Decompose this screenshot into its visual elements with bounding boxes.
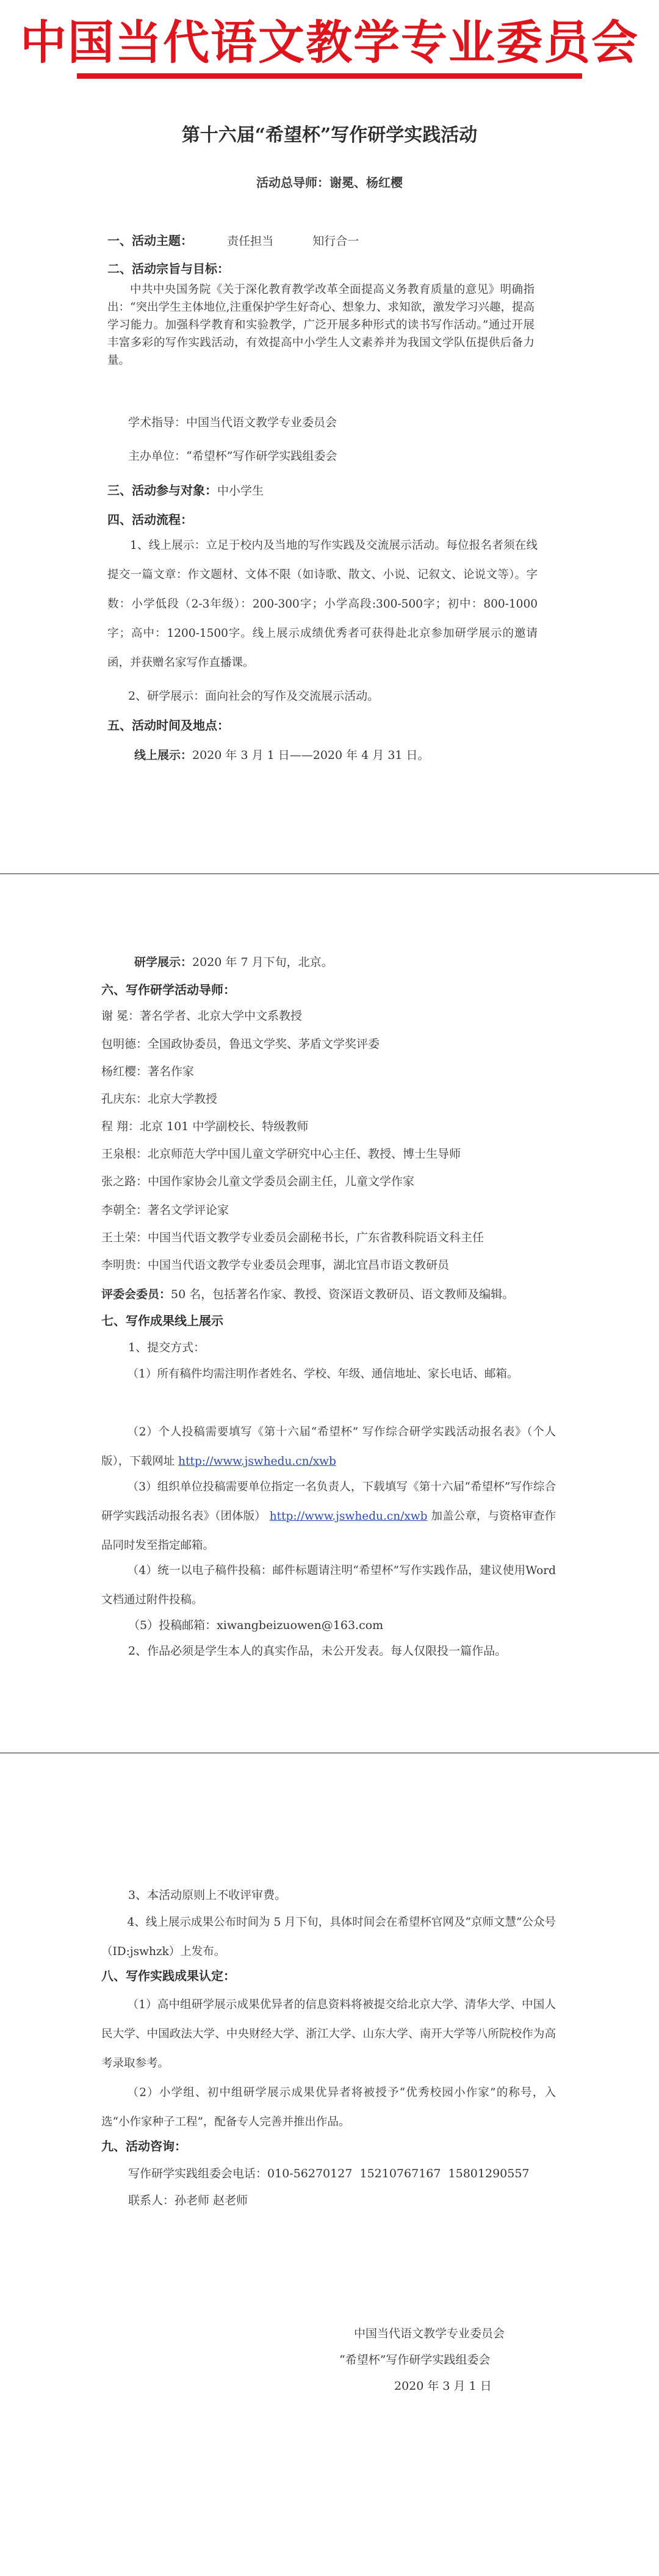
online-label: 线上展示： [134,749,193,762]
process-online: 1、线上展示：立足于校内及当地的写作实践及交流展示活动。每位报名者须在线提交一篇文章：作文题材、文体不限（如诗歌、散文、小说、记叙文、论说文等）。字数：小学低段（2-3年级）：200-300字；小学高段:300-500字；初中：800-1000字；高中：1200-1500字。线上展示成绩优秀者可获得赴北京参加研学展示的邀请函，并获赠名家写作直播课。 [107,539,538,669]
mentor-row [101,1253,449,1277]
mentor-name: 杨红樱： [101,1065,148,1078]
submit-heading: 1、提交方式： [128,1341,206,1354]
sec2-body: 中共中央国务院《关于深化教育教学改革全面提高义务教育质量的意见》明确指出：“突出学生主体地位,注重保护学生好奇心、想象力、求知欲，激发学习兴趣，提高学习能力。加强科学教育和实验教学，广泛开展多种形式的读书写作活动。”通过开展丰富多彩的写作实践活动，有效提高中小学生人文素养并为我国文学队伍提供后备力量。 [107,283,535,367]
submit-item-3-post: 加盖公章，与资格审查作品同时发至指定邮箱。 [101,1510,556,1552]
sec6-heading: 六、写作研学活动导师： [101,982,236,997]
mentor-desc: 中国当代语文教学专业委员会副秘书长，广东省教科院语文科主任 [148,1231,484,1244]
submit-item-5 [128,1613,383,1638]
contact-person: 联系人：孙老师 赵老师 [128,2194,248,2207]
page-3 [0,1754,659,2576]
title-underline [77,73,582,79]
phone-label: 写作研学实践组委会电话： [128,2167,268,2180]
recognition-high-school: （1）高中组研学展示成果优异者的信息资料将被提交给北京大学、清华大学、中国人民大学、中国政法大学、中央财经大学、浙江大学、山东大学、南开大学等八所院校作为高考录取参考。 [101,1998,556,2070]
mentor-name: 王泉根： [101,1147,148,1161]
mentor-row [101,1004,302,1028]
study-value: 2020 年 7 月下旬，北京。 [192,956,333,969]
mentor-name: 包明德： [101,1037,148,1051]
mentor-row [101,1169,414,1194]
footer-date: 2020 年 3 月 1 日 [394,2379,492,2393]
theme-1: 责任担当 [227,234,274,248]
mentor-desc: 中国作家协会儿童文学委员会副主任，儿童文学作家 [148,1175,415,1188]
online-time [134,743,430,767]
mentor-name: 王土荣： [101,1231,148,1244]
submit-item-2-text: （2）个人投稿需要填写《第十六届“希望杯” 写作综合研学实践活动报名表》（个人版），下载网址 [101,1426,556,1468]
mentor-desc: 中国当代语文教学专业委员会理事，湖北宜昌市语文教研员 [148,1258,450,1272]
mentor-row [101,1225,484,1250]
advisors: 活动总导师：谢冕、杨红樱 [256,175,403,190]
mentor-name: 张之路： [101,1175,148,1188]
results-note: 4、线上展示成果公布时间为 5 月下旬，具体时间会在希望杯官网及“京师文慧”公众号（ID:jswhzk）上发布。 [101,1916,556,1958]
sec3 [107,478,264,503]
mentor-row [101,1059,194,1084]
submit-item-1: （1）所有稿件均需注明作者姓名、学校、年级、通信地址、家长电话、邮箱。 [127,1368,519,1381]
sec3-heading: 三、活动参与对象： [107,483,217,498]
submit-item-2 [101,1418,556,1476]
doc-title: 第十六届“希望杯”写作研学实践活动 [181,125,478,146]
footer-committee: “希望杯”写作研学实践组委会 [339,2353,491,2367]
mentor-name: 李明贵： [101,1258,148,1272]
page-2 [0,874,659,1752]
mentor-desc: 北京师范大学中国儿童文学研究中心主任、教授、博士生导师 [148,1147,461,1161]
sec7-heading: 七、写作成果线上展示 [101,1313,223,1328]
mentor-row [101,1114,308,1139]
theme-2: 知行合一 [312,234,359,248]
mentor-row [101,1087,217,1111]
sec5-heading: 五、活动时间及地点： [107,718,229,733]
mentor-name: 谢 冕： [101,1009,140,1023]
org-title: 中国当代语文教学专业委员会 [20,15,639,70]
submit-item-3-text: （3）组织单位投稿需要单位指定一名负责人，下载填写《第十六届“希望杯”写作综合研学实践活动报名表》（团体版） [101,1481,556,1523]
sec2-heading: 二、活动宗旨与目标： [107,261,229,276]
sec4-heading: 四、活动流程： [107,512,193,527]
mentor-desc: 著名作家 [148,1065,195,1078]
mentor-name: 程 翔： [101,1120,140,1133]
academic-guide: 学术指导：中国当代语文教学专业委员会 [128,416,337,429]
mentor-row [101,1198,229,1222]
sec1 [107,228,359,253]
mentor-row [101,1032,380,1056]
phone-numbers: 010-56270127 15210767167 15801290557 [267,2167,530,2180]
page-1 [0,0,659,873]
sec8-heading: 八、写作实践成果认定： [101,1968,236,1983]
personal-form-link[interactable]: http://www.jswhedu.cn/xwb [178,1455,336,1468]
authenticity-note: 2、作品必须是学生本人的真实作品，未公开发表。每人仅限投一篇作品。 [128,1644,507,1658]
mentor-name: 孔庆东： [101,1092,148,1106]
committee-label: 评委会委员： [101,1288,171,1301]
mentor-desc: 著名学者、北京大学中文系教授 [140,1009,303,1023]
mentor-name: 李朝全： [101,1203,148,1217]
participants: 中小学生 [217,484,264,498]
study-time [134,950,333,974]
committee [101,1282,514,1307]
mentor-desc: 全国政协委员，鲁迅文学奖、茅盾文学奖评委 [148,1037,380,1051]
submit-item-4: （4）统一以电子稿件投稿：邮件标题请注明“希望杯”写作实践作品，建议使用Word文档通过附件投稿。 [101,1564,556,1606]
mentor-desc: 著名文学评论家 [148,1203,229,1217]
online-value: 2020 年 3 月 1 日——2020 年 4 月 31 日。 [192,749,430,762]
submit-item-3 [101,1473,556,1561]
sec1-heading: 一、活动主题： [107,233,193,248]
mentor-desc: 北京 101 中学副校长、特级教师 [140,1120,309,1133]
committee-value: 50 名，包括著名作家、教授、资深语文教研员、语文教师及编辑。 [171,1288,514,1301]
mentor-row [101,1142,461,1166]
sec9-heading: 九、活动咨询： [101,2139,187,2153]
recognition-primary: （2）小学组、初中组研学展示成果优异者将被授予“优秀校园小作家”的称号，入选“小作家种子工程”，配备专人完善并推出作品。 [101,2086,556,2128]
group-form-link[interactable]: http://www.jswhedu.cn/xwb [269,1510,428,1523]
process-study: 2、研学展示：面向社会的写作及交流展示活动。 [128,689,380,703]
footer-org: 中国当代语文教学专业委员会 [354,2327,505,2340]
email-label: （5）投稿邮箱： [128,1619,217,1632]
host-unit: 主办单位：“希望杯”写作研学实践组委会 [128,449,337,463]
fee-note: 3、本活动原则上不收评审费。 [128,1888,287,1902]
mentor-desc: 北京大学教授 [148,1092,218,1106]
study-label: 研学展示： [134,956,193,969]
email-address[interactable]: xiwangbeizuowen@163.com [217,1619,384,1632]
phone-line [128,2161,530,2186]
